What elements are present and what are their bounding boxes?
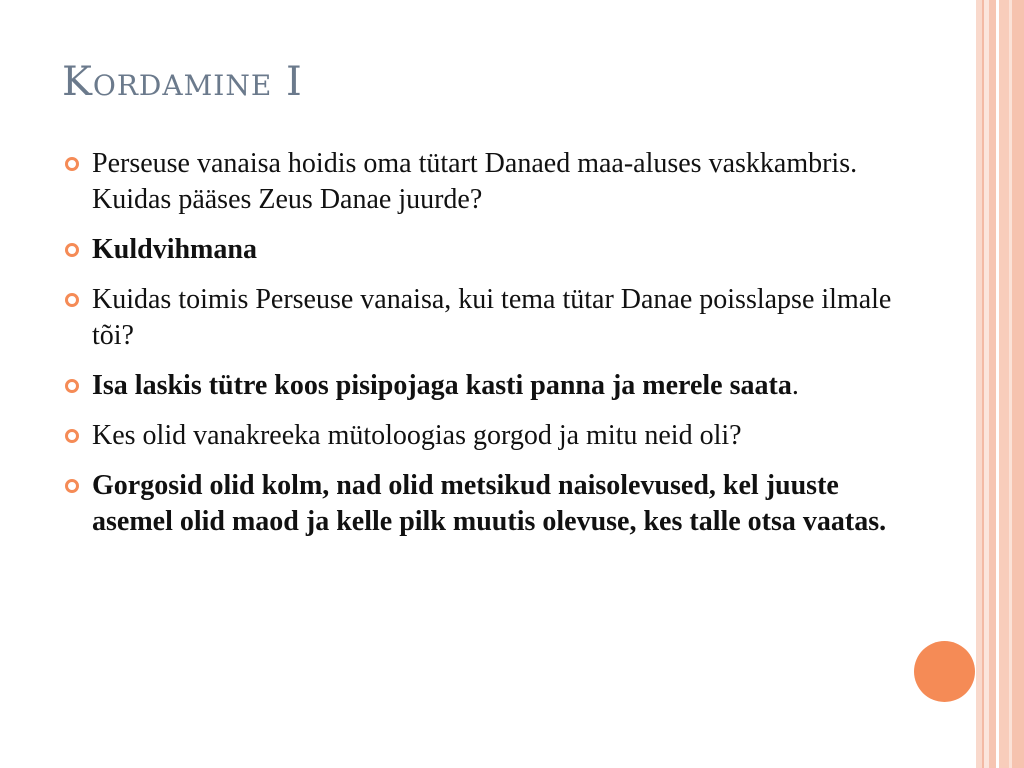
decor-stripe: [1012, 0, 1024, 768]
bullet-item-5: [62, 418, 912, 454]
bullet-text: Kuldvihmana: [92, 234, 257, 265]
bullet-item-2: [62, 232, 912, 268]
bullet-ring-icon: [65, 429, 79, 443]
decor-stripe: [999, 0, 1009, 768]
bullet-item-3: [62, 282, 912, 354]
bullet-ring-icon: [65, 479, 79, 493]
bullet-item-6: [62, 468, 912, 540]
bullet-ring-icon: [65, 243, 79, 257]
bullet-text: Perseuse vanaisa hoidis oma tütart Danaed maa-aluses vaskkambris. Kuidas pääses Zeus Danae juurde?: [92, 148, 858, 215]
decor-circle: [914, 641, 975, 702]
bullet-ring-icon: [65, 157, 79, 171]
bullet-suffix: .: [791, 370, 799, 401]
bullet-ring-icon: [65, 379, 79, 393]
bullet-item-4: [62, 368, 912, 404]
slide-title: Kordamine I: [62, 59, 303, 105]
bullet-text: Kes olid vanakreeka mütoloogias gorgod ja mitu neid oli?: [92, 420, 742, 451]
bullet-ring-icon: [65, 293, 79, 307]
bullet-list: [62, 146, 912, 554]
bullet-text: Kuidas toimis Perseuse vanaisa, kui tema tütar Danae poisslapse ilmale tõi?: [92, 284, 892, 351]
bullet-text: Isa laskis tütre koos pisipojaga kasti panna ja merele saata: [92, 370, 792, 401]
bullet-text: Gorgosid olid kolm, nad olid metsikud naisolevused, kel juuste asemel olid maod ja kelle pilk muutis olevuse, kes talle otsa vaatas.: [92, 470, 887, 537]
bullet-item-1: [62, 146, 912, 218]
decor-stripe: [989, 0, 996, 768]
